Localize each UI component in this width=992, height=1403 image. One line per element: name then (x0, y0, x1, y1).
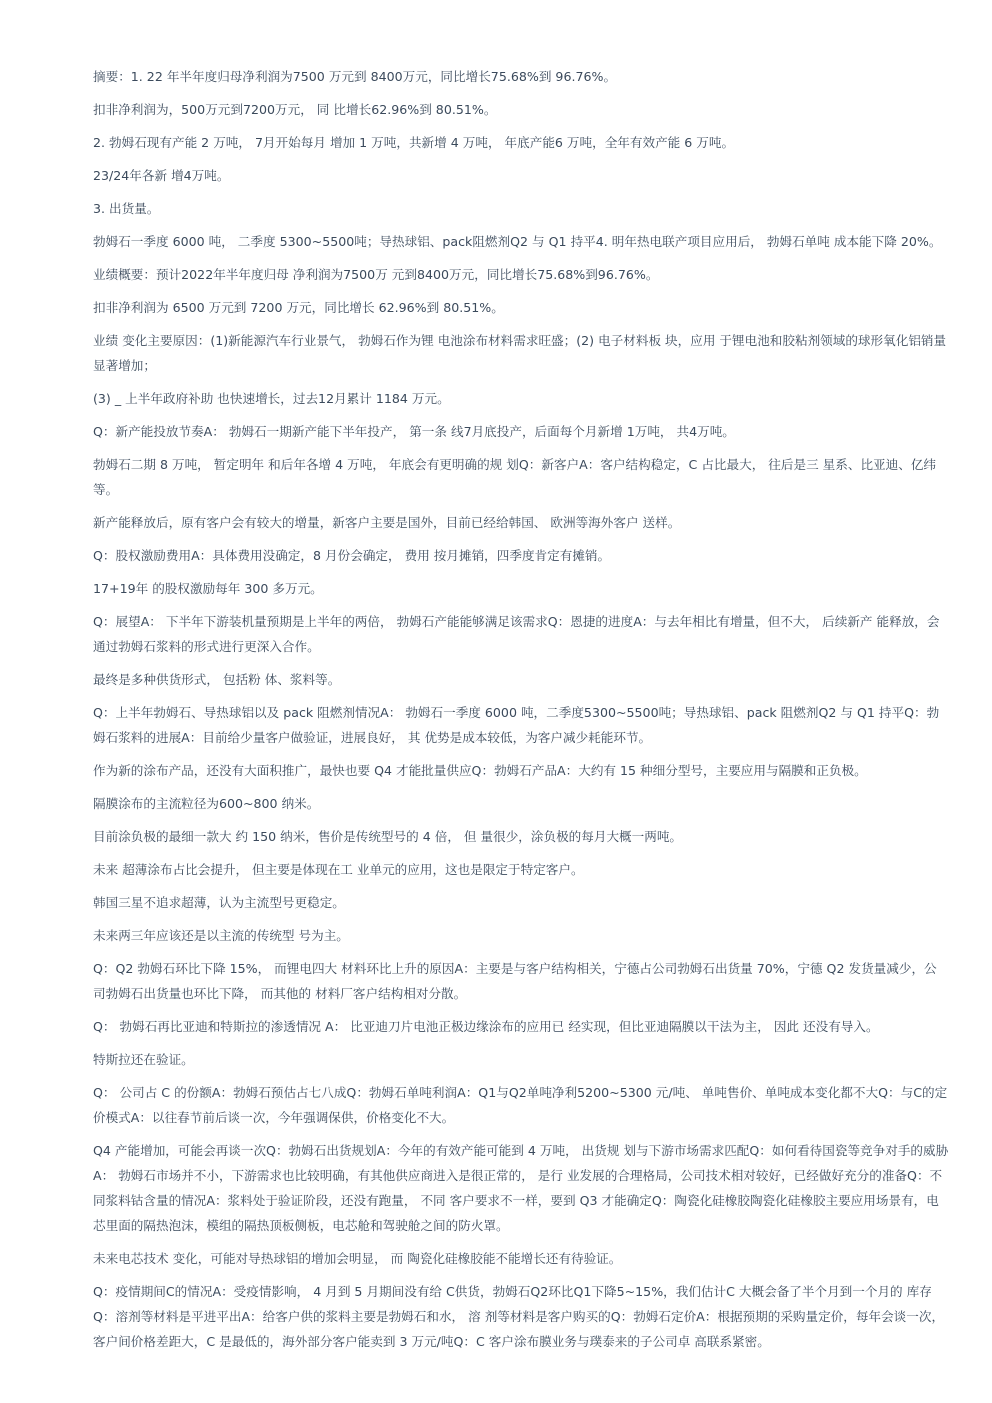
paragraph: 未来两三年应该还是以主流的传统型 号为主。 (93, 928, 349, 943)
paragraph: 勃姆石二期 8 万吨， 暂定明年 和后年各增 4 万吨， 年底会有更明确的规 划Q：新客户A：客户结构稳定，C 占比最大， 往后是三 星系、比亚迪、亿纬等。 (93, 457, 937, 497)
paragraph: 17+19年 的股权激励每年 300 多万元。 (93, 581, 323, 596)
paragraph: 勃姆石一季度 6000 吨， 二季度 5300~5500吨；导热球铝、pack阻燃剂Q2 与 Q1 持平4. 明年热电联产项目应用后， 勃姆石单吨 成本能下降 20%。 (93, 234, 942, 249)
paragraph: 业绩 变化主要原因：(1)新能源汽车行业景气， 勃姆石作为锂 电池涂布材料需求旺盛；(2) 电子材料板 块，应用 于锂电池和胶粘剂领域的球形氧化铝销量显著增加； (93, 333, 947, 373)
paragraph: 新产能释放后，原有客户会有较大的增量，新客户主要是国外，目前已经给韩国、 欧洲等海外客户 送样。 (93, 515, 681, 530)
paragraph: 作为新的涂布产品，还没有大面积推广，最快也要 Q4 才能批量供应Q：勃姆石产品A：大约有 15 种细分型号，主要应用与隔膜和正负极。 (93, 763, 867, 778)
paragraph: 扣非净利润为 6500 万元到 7200 万元，同比增长 62.96%到 80.51%。 (93, 300, 504, 315)
paragraph: Q： 公司占 C 的份额A：勃姆石预估占七八成Q：勃姆石单吨利润A：Q1与Q2单吨净利5200~5300 元/吨、 单吨售价、单吨成本变化都不大Q：与C的定价模式A：以往春节前后谈一次，今年强调保供，价格变化不大。 (93, 1085, 948, 1125)
paragraph: 未来 超薄涂布占比会提升， 但主要是体现在工 业单元的应用，这也是限定于特定客户。 (93, 862, 584, 877)
paragraph: 目前涂负极的最细一款大 约 150 纳米，售价是传统型号的 4 倍， 但 量很少，涂负极的每月大概一两吨。 (93, 829, 683, 844)
paragraph: Q：上半年勃姆石、导热球铝以及 pack 阻燃剂情况A： 勃姆石一季度 6000 吨，二季度5300~5500吨；导热球铝、pack 阻燃剂Q2 与 Q1 持平Q：勃姆石浆料的进展A：目前给少量客户做验证，进展良好， 其 优势是成本较低，为客户减少耗能环节。 (93, 705, 940, 745)
paragraph: Q4 产能增加，可能会再谈一次Q：勃姆石出货规划A：今年的有效产能可能到 4 万吨， 出货规 划与下游市场需求匹配Q：如何看待国瓷等竞争对手的威胁A： 勃姆石市场并不小，下游需求也比较明确，有其他供应商进入是很正常的， 是行 业发展的合理格局，公司技术相对较好，已经做好充分的准备Q：不同浆料钴含量的情况A：浆料处于验证阶段，还没有跑量， 不同 客户要求不一样，要到 Q3 才能确定Q：陶瓷化硅橡胶陶瓷化硅橡胶主要应用场景有，电芯里面的隔热泡沫，模组的隔热顶板侧板，电芯舱和驾驶舱之间的防火罩。 (93, 1143, 949, 1233)
paragraph: Q： 勃姆石再比亚迪和特斯拉的渗透情况 A： 比亚迪刀片电池正极边缘涂布的应用已 经实现，但比亚迪隔膜以干法为主， 因此 还没有导入。 (93, 1019, 879, 1034)
paragraph: 最终是多种供货形式， 包括粉 体、浆料等。 (93, 672, 341, 687)
paragraph: Q：Q2 勃姆石环比下降 15%， 而锂电四大 材料环比上升的原因A：主要是与客户结构相关，宁德占公司勃姆石出货量 70%，宁德 Q2 发货量减少，公司勃姆石出货量也环比下降， 而其他的 材料厂客户结构相对分散。 (93, 961, 937, 1001)
paragraph: 隔膜涂布的主流粒径为600~800 纳米。 (93, 796, 320, 811)
paragraph: 特斯拉还在验证。 (93, 1052, 194, 1067)
document-body (93, 64, 949, 1362)
paragraph: 3. 出货量。 (93, 201, 160, 216)
paragraph: Q：疫情期间C的情况A：受疫情影响， 4 月到 5 月期间没有给 C供货，勃姆石Q2环比Q1下降5~15%，我们估计C 大概会备了半个月到一个月的 库存Q：溶剂等材料是平进平出A：给客户供的浆料主要是勃姆石和水， 溶 剂等材料是客户购买的Q：勃姆石定价A：根据预期的采购量定价，每年会谈一次，客户间价格差距大，C 是最低的，海外部分客户能卖到 3 万元/吨Q：C 客户涂布膜业务与璞泰来的子公司卓 高联系紧密。 (93, 1284, 945, 1349)
paragraph: Q：股权激励费用A：具体费用没确定，8 月份会确定， 费用 按月摊销，四季度肯定有摊销。 (93, 548, 611, 563)
paragraph: Q：展望A： 下半年下游装机量预期是上半年的两倍， 勃姆石产能能够满足该需求Q：恩捷的进度A：与去年相比有增量，但不大， 后续新产 能释放，会通过勃姆石浆料的形式进行更深入合作。 (93, 614, 940, 654)
paragraph: (3) _ 上半年政府补助 也快速增长，过去12月累计 1184 万元。 (93, 391, 450, 406)
paragraph: 2. 勃姆石现有产能 2 万吨， 7月开始每月 增加 1 万吨，共新增 4 万吨， 年底产能6 万吨，全年有效产能 6 万吨。 (93, 135, 735, 150)
paragraph: 23/24年各新 增4万吨。 (93, 168, 230, 183)
paragraph: Q：新产能投放节奏A： 勃姆石一期新产能下半年投产， 第一条 线7月底投产，后面每个月新增 1万吨， 共4万吨。 (93, 424, 735, 439)
paragraph: 韩国三星不追求超薄，认为主流型号更稳定。 (93, 895, 345, 910)
paragraph: 业绩概要：预计2022年半年度归母 净利润为7500万 元到8400万元，同比增长75.68%到96.76%。 (93, 267, 659, 282)
paragraph: 扣非净利润为，500万元到7200万元， 同 比增长62.96%到 80.51%。 (93, 102, 497, 117)
paragraph: 未来电芯技术 变化，可能对导热球铝的增加会明显， 而 陶瓷化硅橡胶能不能增长还有待验证。 (93, 1251, 622, 1266)
paragraph: 摘要：1. 22 年半年度归母净利润为7500 万元到 8400万元，同比增长75.68%到 96.76%。 (93, 69, 617, 84)
